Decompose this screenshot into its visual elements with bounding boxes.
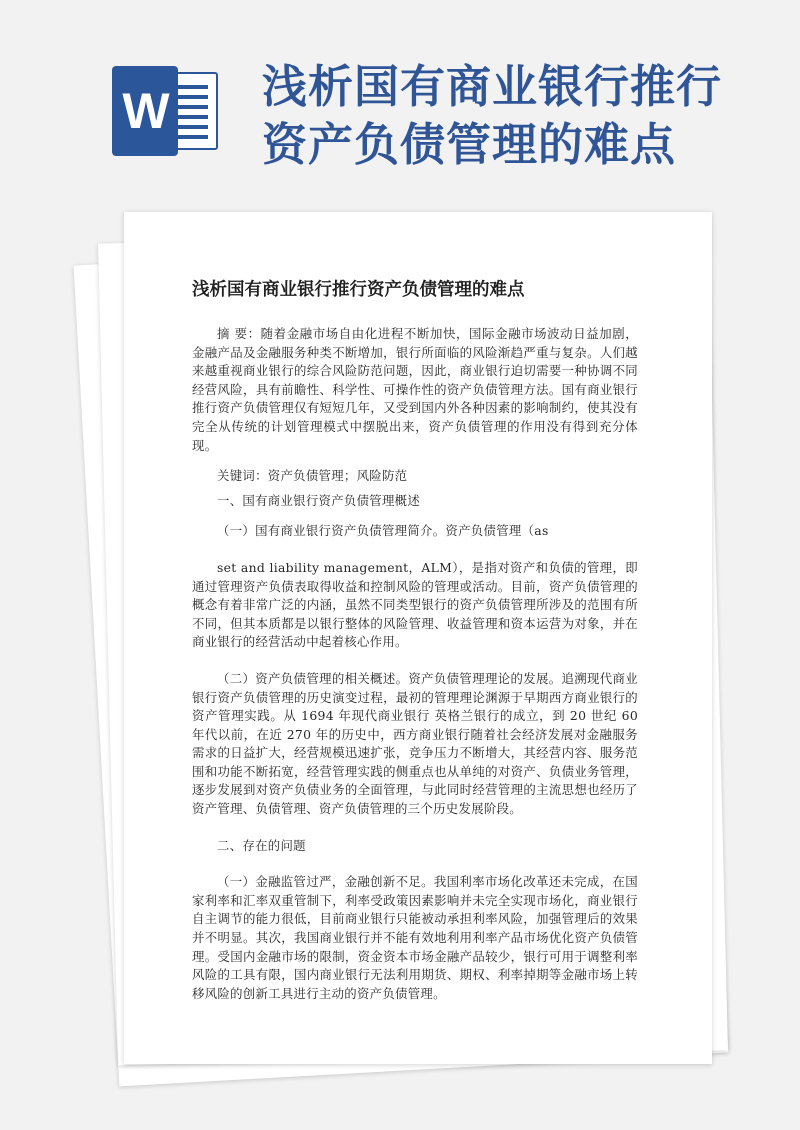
- page-title-line-1: 浅析国有商业银行推行: [262, 60, 723, 113]
- item-1-paragraph: set and liability management，ALM），是指对资产和负债的管理，即通过管理资产负债表取得收益和控制风险的管理或活动。目前，资产负债管理的概念有着非常广泛的内涵，虽然不同类型银行的资产负债管理所涉及的范围有所不同，但其本质都是以银行整体的风险管理、收益管理和资本运营为对象，并在商业银行的经营活动中起着核心作用。: [192, 559, 638, 650]
- section-heading-2: 二、存在的问题: [217, 837, 306, 853]
- document-title: 浅析国有商业银行推行资产负债管理的难点: [192, 280, 525, 300]
- word-logo-letter: W: [112, 66, 178, 156]
- keywords-line: 关键词：资产负债管理；风险防范: [217, 468, 408, 484]
- page-title-line-2: 资产负债管理的难点: [262, 118, 677, 171]
- page-title: [262, 58, 782, 174]
- item-3-paragraph: （一）金融监管过严，金融创新不足。我国利率市场化改革还未完成，在国家利率和汇率双重管制下，利率受政策因素影响并未完全实现市场化，商业银行自主调节的能力很低，目前商业银行只能被动承担利率风险，加强管理后的效果并不明显。其次，我国商业银行并不能有效地利用利率产品市场优化资产负债管理。受国内金融市场的限制，资金资本市场金融产品较少，银行可用于调整利率风险的工具有限，国内商业银行无法利用期货、期权、利率掉期等金融市场上转移风险的创新工具进行主动的资产负债管理。: [192, 874, 638, 1001]
- document-body: [192, 276, 638, 1003]
- abstract-paragraph: 摘 要：随着金融市场自由化进程不断加快，国际金融市场波动日益加剧，金融产品及金融服务种类不断增加，银行所面临的风险渐趋严重与复杂。人们越来越重视商业银行的综合风险防范问题，因此，商业银行迫切需要一种协调不同经营风险，具有前瞻性、科学性、可操作性的资产负债管理方法。国有商业银行推行资产负债管理仅有短短几年，又受到国内外各种因素的影响制约，使其没有完全从传统的计划管理模式中摆脱出来，资产负债管理的作用没有得到充分体现。: [192, 326, 638, 453]
- item-1-heading: （一）国有商业银行资产负债管理简介。资产负债管理（as: [217, 523, 549, 539]
- item-2-paragraph: （二）资产负债管理的相关概述。资产负债管理理论的发展。追溯现代商业银行资产负债管理的历史演变过程，最初的管理理论渊源于早期西方商业银行的资产管理实践。从 1694 年现代商业银行 英格兰银行的成立，到 20 世纪 60 年代以前，在近 270 年的历史中，西方商业银行随着社会经济发展对金融服务需求的日益扩大，经营规模迅速扩张，竞争压力不断增大，其经营内容、服务范围和功能不断拓宽，经营管理实践的侧重点也从单纯的对资产、负债业务管理，逐步发展到对资产负债业务的全面管理，与此同时经营管理的主流思想也经历了资产管理、负债管理、资产负债管理的三个历史发展阶段。: [192, 670, 638, 817]
- word-document-icon: [112, 66, 220, 156]
- section-heading-1: 一、国有商业银行资产负债管理概述: [217, 492, 421, 508]
